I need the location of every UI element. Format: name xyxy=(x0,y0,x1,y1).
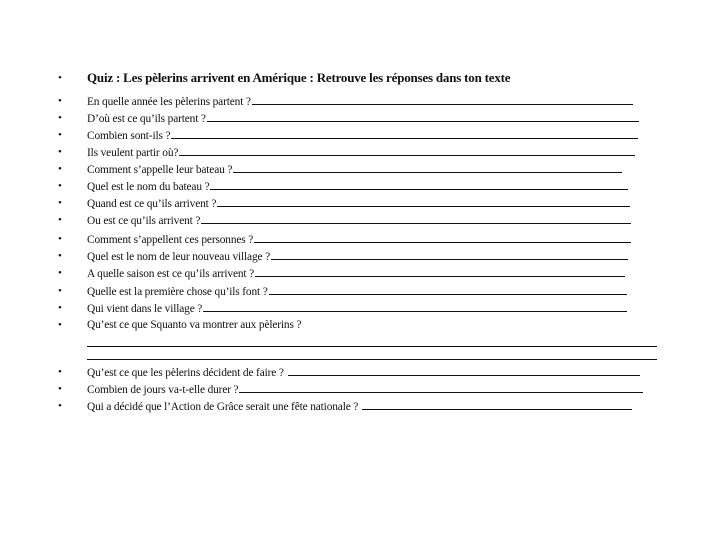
question-row xyxy=(0,144,720,160)
question-row xyxy=(0,110,720,126)
question-row xyxy=(0,161,720,177)
answer-line[interactable] xyxy=(288,364,640,376)
question-text: Qu’est ce que les pèlerins décident de faire ? xyxy=(87,367,284,379)
question-text: Quelle est la première chose qu’ils font ? xyxy=(87,286,268,298)
question-row xyxy=(0,364,720,380)
bullet: • xyxy=(58,233,62,245)
answer-line[interactable] xyxy=(171,127,638,139)
answer-line[interactable] xyxy=(217,195,630,207)
bullet: • xyxy=(58,112,62,124)
question-text: Comment s’appelle leur bateau ? xyxy=(87,164,233,176)
question-row xyxy=(0,212,720,228)
bullet: • xyxy=(58,163,62,175)
answer-line[interactable] xyxy=(362,398,632,410)
question-row xyxy=(0,317,720,333)
bullet: • xyxy=(58,180,62,192)
question-row xyxy=(0,248,720,264)
question-row xyxy=(0,398,720,414)
bullet: • xyxy=(58,146,62,158)
answer-line[interactable] xyxy=(210,178,628,190)
question-text: En quelle année les pèlerins partent ? xyxy=(87,96,251,108)
question-text: Quel est le nom de leur nouveau village ? xyxy=(87,251,270,263)
question-text: Comment s’appellent ces personnes ? xyxy=(87,234,254,246)
answer-line[interactable] xyxy=(203,300,627,312)
bullet: • xyxy=(58,319,62,331)
bullet: • xyxy=(58,302,62,314)
question-row xyxy=(0,283,720,299)
bullet: • xyxy=(58,250,62,262)
question-text: Combien de jours va-t-elle durer ? xyxy=(87,384,239,396)
question-row xyxy=(0,93,720,109)
question-text: Combien sont-ils ? xyxy=(87,130,171,142)
quiz-title: Quiz : Les pèlerins arrivent en Amérique : Retrouve les réponses dans ton texte xyxy=(87,70,511,85)
bullet: • xyxy=(58,214,62,226)
answer-line[interactable] xyxy=(201,212,631,224)
question-row xyxy=(0,195,720,211)
answer-line[interactable] xyxy=(254,231,631,243)
question-row xyxy=(0,231,720,247)
question-text: D’où est ce qu’ils partent ? xyxy=(87,113,206,125)
question-row xyxy=(0,381,720,397)
answer-line[interactable] xyxy=(239,381,643,393)
bullet: • xyxy=(58,95,62,107)
bullet: • xyxy=(58,197,62,209)
answer-line[interactable] xyxy=(271,248,628,260)
question-text: Qu’est ce que Squanto va montrer aux pèlerins ? xyxy=(87,319,302,331)
answer-line[interactable] xyxy=(255,265,625,277)
question-text: Qui vient dans le village ? xyxy=(87,303,203,315)
bullet: • xyxy=(58,267,62,279)
answer-line[interactable] xyxy=(207,110,639,122)
question-text: Ou est ce qu’ils arrivent ? xyxy=(87,215,201,227)
bullet: • xyxy=(58,285,62,297)
answer-line[interactable] xyxy=(269,283,627,295)
question-text: Quel est le nom du bateau ? xyxy=(87,181,210,193)
answer-line[interactable] xyxy=(179,144,635,156)
question-text: A quelle saison est ce qu’ils arrivent ? xyxy=(87,268,255,280)
bullet: • xyxy=(58,366,62,378)
question-row xyxy=(0,178,720,194)
quiz-title-row xyxy=(0,70,720,86)
question-row xyxy=(0,265,720,281)
question-row xyxy=(0,300,720,316)
question-text: Qui a décidé que l’Action de Grâce serait une fête nationale ? xyxy=(87,401,359,413)
question-text: Ils veulent partir où? xyxy=(87,147,179,159)
question-row xyxy=(0,127,720,143)
answer-line[interactable] xyxy=(252,93,633,105)
bullet: • xyxy=(58,400,62,412)
answer-line[interactable] xyxy=(233,161,622,173)
bullet: • xyxy=(58,383,62,395)
bullet: • xyxy=(58,72,62,84)
answer-line[interactable] xyxy=(87,346,657,347)
answer-line[interactable] xyxy=(87,359,657,360)
bullet: • xyxy=(58,129,62,141)
question-text: Quand est ce qu’ils arrivent ? xyxy=(87,198,217,210)
